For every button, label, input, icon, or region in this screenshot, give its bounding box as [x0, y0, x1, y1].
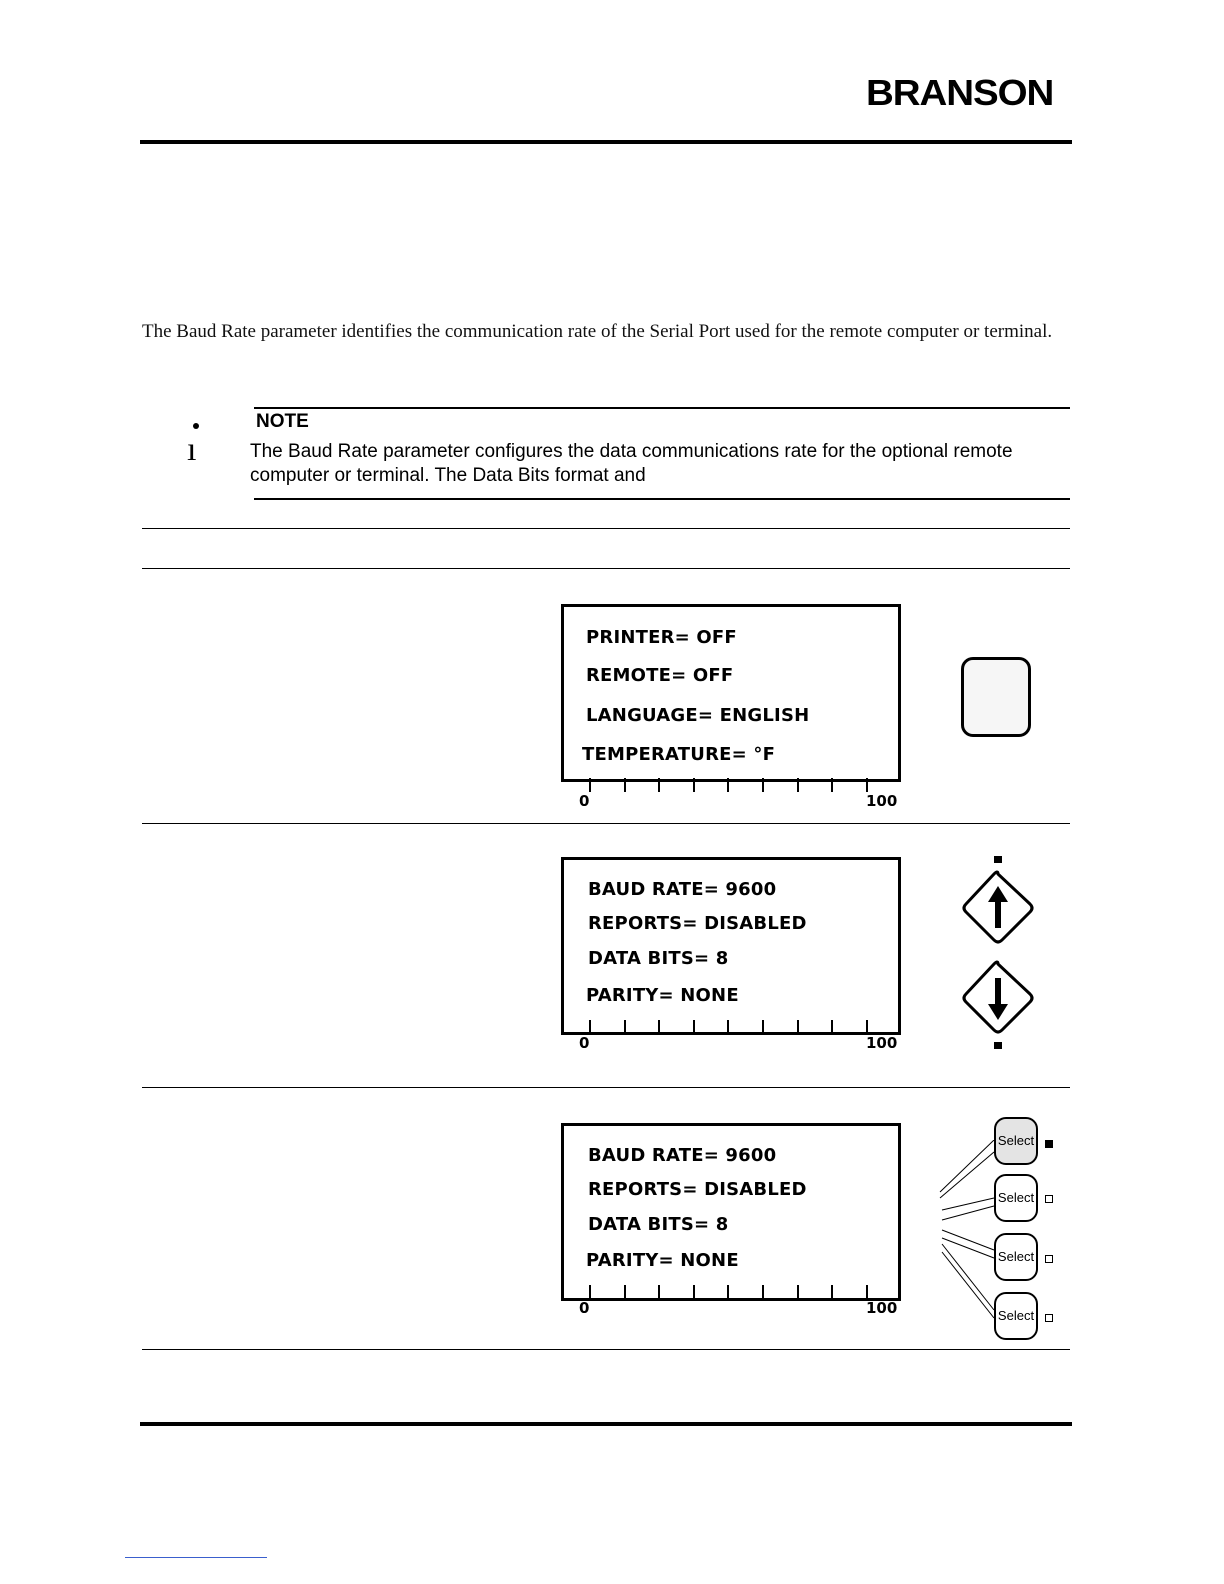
branson-logo: BRANSON: [866, 72, 1054, 113]
table-rule: [142, 528, 1070, 529]
table-rule: [142, 823, 1070, 824]
bar-graph-scale: [580, 1281, 880, 1301]
lcd-line: TEMPERATURE= °F: [582, 744, 776, 765]
indicator-icon: [994, 856, 1002, 863]
down-arrow-key[interactable]: [964, 962, 1032, 1032]
select-button-2[interactable]: Select: [994, 1174, 1038, 1222]
select-indicator-3: [1045, 1255, 1053, 1263]
scale-min-label: 0: [579, 1034, 590, 1052]
scale-max-label: 100: [866, 1034, 898, 1052]
scale-max-label: 100: [866, 792, 898, 810]
indicator-icon: [994, 1042, 1002, 1049]
bar-graph-scale: [580, 1016, 880, 1036]
intro-paragraph: The Baud Rate parameter identifies the communication rate of the Serial Port used for the remote computer or terminal.: [142, 321, 1053, 342]
lcd-line: BAUD RATE= 9600: [588, 879, 777, 900]
svg-text:ı: ı: [187, 431, 197, 464]
lcd-display: [561, 1123, 901, 1301]
select-indicator-1: [1045, 1140, 1053, 1148]
lcd-line: LANGUAGE= ENGLISH: [586, 705, 810, 726]
lcd-display: [561, 857, 901, 1035]
footer-link-underline[interactable]: [125, 1557, 267, 1558]
scale-min-label: 0: [579, 792, 590, 810]
info-icon: [186, 412, 208, 464]
table-rule: [142, 1349, 1070, 1350]
note-label: NOTE: [256, 411, 309, 432]
note-text: The Baud Rate parameter configures the data communications rate for the optional remote computer or terminal. The Data Bits format and: [250, 441, 1013, 486]
lcd-line: BAUD RATE= 9600: [588, 1145, 777, 1166]
scale-max-label: 100: [866, 1299, 898, 1317]
lcd-line: REMOTE= OFF: [586, 665, 734, 686]
select-leader-lines: [938, 1140, 998, 1340]
table-rule: [142, 568, 1070, 569]
select-indicator-2: [1045, 1195, 1053, 1203]
bar-graph-scale: [580, 774, 880, 794]
lcd-display: [561, 604, 901, 782]
table-rule: [142, 1087, 1070, 1088]
blank-key-button[interactable]: [961, 657, 1031, 737]
lcd-line: PRINTER= OFF: [586, 627, 737, 648]
lcd-line: REPORTS= DISABLED: [588, 913, 807, 934]
select-button-4[interactable]: Select: [994, 1292, 1038, 1340]
note-top-rule: [254, 407, 1070, 409]
up-arrow-key[interactable]: [964, 872, 1032, 942]
select-button-3[interactable]: Select: [994, 1233, 1038, 1281]
header-rule: [140, 140, 1072, 144]
note-bottom-rule: [254, 498, 1070, 500]
lcd-line: REPORTS= DISABLED: [588, 1179, 807, 1200]
select-indicator-4: [1045, 1314, 1053, 1322]
scale-min-label: 0: [579, 1299, 590, 1317]
lcd-line: DATA BITS= 8: [588, 1214, 729, 1235]
lcd-line: DATA BITS= 8: [588, 948, 729, 969]
lcd-line: PARITY= NONE: [586, 1250, 739, 1271]
select-button-1[interactable]: Select: [994, 1117, 1038, 1165]
arrow-keys: [960, 852, 1040, 1052]
lcd-line: PARITY= NONE: [586, 985, 739, 1006]
footer-rule: [140, 1422, 1072, 1426]
